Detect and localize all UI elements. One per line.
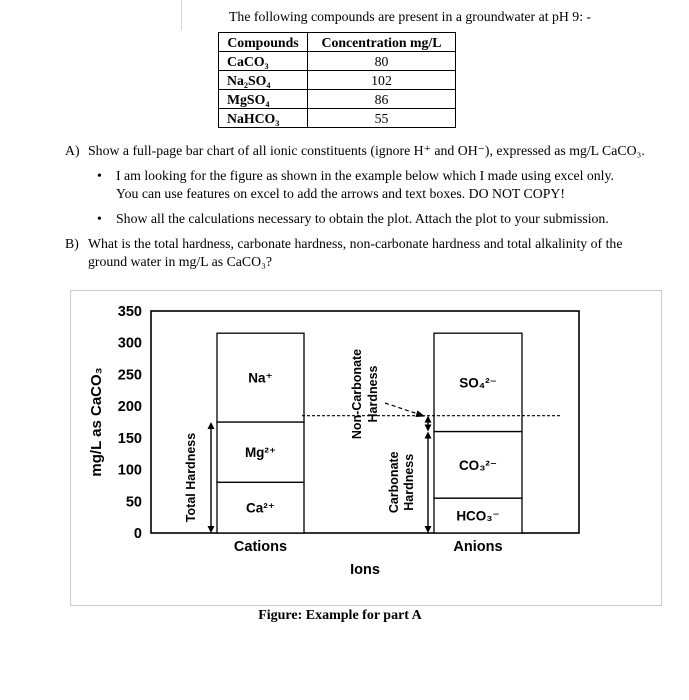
question-b [65, 235, 657, 271]
table-header-row [219, 33, 456, 52]
questions-section [65, 142, 657, 271]
y-axis-title: mg/L as CaCO₃ [88, 367, 105, 477]
concentration-value: 55 [308, 109, 456, 128]
y-tick-350: 350 [117, 304, 142, 320]
bullet-text: I am looking for the figure as shown in the example below which I made using excel only. You can use features on excel to add the arrows and text boxes. DO NOT COPY! [116, 168, 614, 201]
bullet-item [95, 210, 657, 228]
intro-text: The following compounds are present in a groundwater at pH 9: - [229, 9, 592, 24]
segment-label: Mg²⁺ [244, 445, 277, 461]
x-axis-title: Ions [350, 562, 380, 578]
y-tick-0: 0 [133, 526, 142, 542]
y-tick-200: 200 [117, 399, 142, 416]
y-tick-250: 250 [117, 367, 142, 384]
table-header-compounds: Compounds [219, 33, 308, 52]
compound-name: MgSO₄ [219, 90, 308, 109]
table-row [219, 109, 456, 128]
question-a [65, 142, 657, 160]
annotation-label: Hardness [366, 365, 380, 423]
segment-label: Na⁺ [248, 370, 273, 386]
annotation-label: Hardness [402, 453, 416, 511]
question-a-text: Show a full-page bar chart of all ionic constituents (ignore H⁺ and OH⁻), expressed as mg/L CaCO₃. [88, 143, 645, 158]
table-row [219, 71, 456, 90]
bullet-text: Show all the calculations necessary to obtain the plot. Attach the plot to your submission. [116, 211, 609, 226]
table-row [219, 52, 456, 71]
question-a-label: A) [65, 143, 80, 158]
compound-table [218, 32, 456, 128]
total-hardness-arrow [208, 422, 215, 533]
annotation-label: Total Hardness [184, 432, 198, 523]
example-bar-chart [71, 291, 661, 605]
table-header-concentration: Concentration mg/L [308, 33, 456, 52]
bullet-item [95, 167, 657, 203]
question-b-label: B) [65, 236, 79, 251]
bullet-list [95, 167, 657, 228]
crop-artifact-line [181, 0, 182, 30]
compound-name: Na₂SO₄ [219, 71, 308, 90]
non-carbonate-pointer-line [385, 403, 421, 415]
table-row [219, 90, 456, 109]
annotation-label: Carbonate [387, 451, 401, 514]
segment-label: CO₃²⁻ [458, 457, 498, 473]
figure-caption: Figure: Example for part A [258, 608, 422, 623]
non-carbonate-hardness-arrow [425, 416, 432, 432]
bullet-glyph: • [97, 211, 102, 226]
concentration-value: 80 [308, 52, 456, 71]
category-label: Cations [233, 539, 288, 555]
compound-name: CaCO₃ [219, 52, 308, 71]
category-label: Anions [453, 539, 503, 555]
example-chart-frame [70, 290, 662, 606]
y-tick-150: 150 [117, 430, 142, 447]
annotation-label: Non-Carbonate [350, 348, 364, 440]
question-b-text: What is the total hardness, carbonate hardness, non-carbonate hardness and total alkalinity of the ground water in mg/L as CaCO₃? [88, 236, 623, 269]
segment-label: HCO₃⁻ [456, 508, 500, 524]
concentration-value: 102 [308, 71, 456, 90]
bullet-glyph: • [97, 168, 102, 183]
y-tick-50: 50 [125, 494, 142, 511]
concentration-value: 86 [308, 90, 456, 109]
compound-name: NaHCO₃ [219, 109, 308, 128]
y-tick-300: 300 [117, 335, 142, 352]
segment-label: SO₄²⁻ [459, 375, 497, 391]
segment-label: Ca²⁺ [246, 500, 275, 516]
y-tick-100: 100 [117, 462, 142, 479]
carbonate-hardness-arrow [425, 432, 432, 533]
